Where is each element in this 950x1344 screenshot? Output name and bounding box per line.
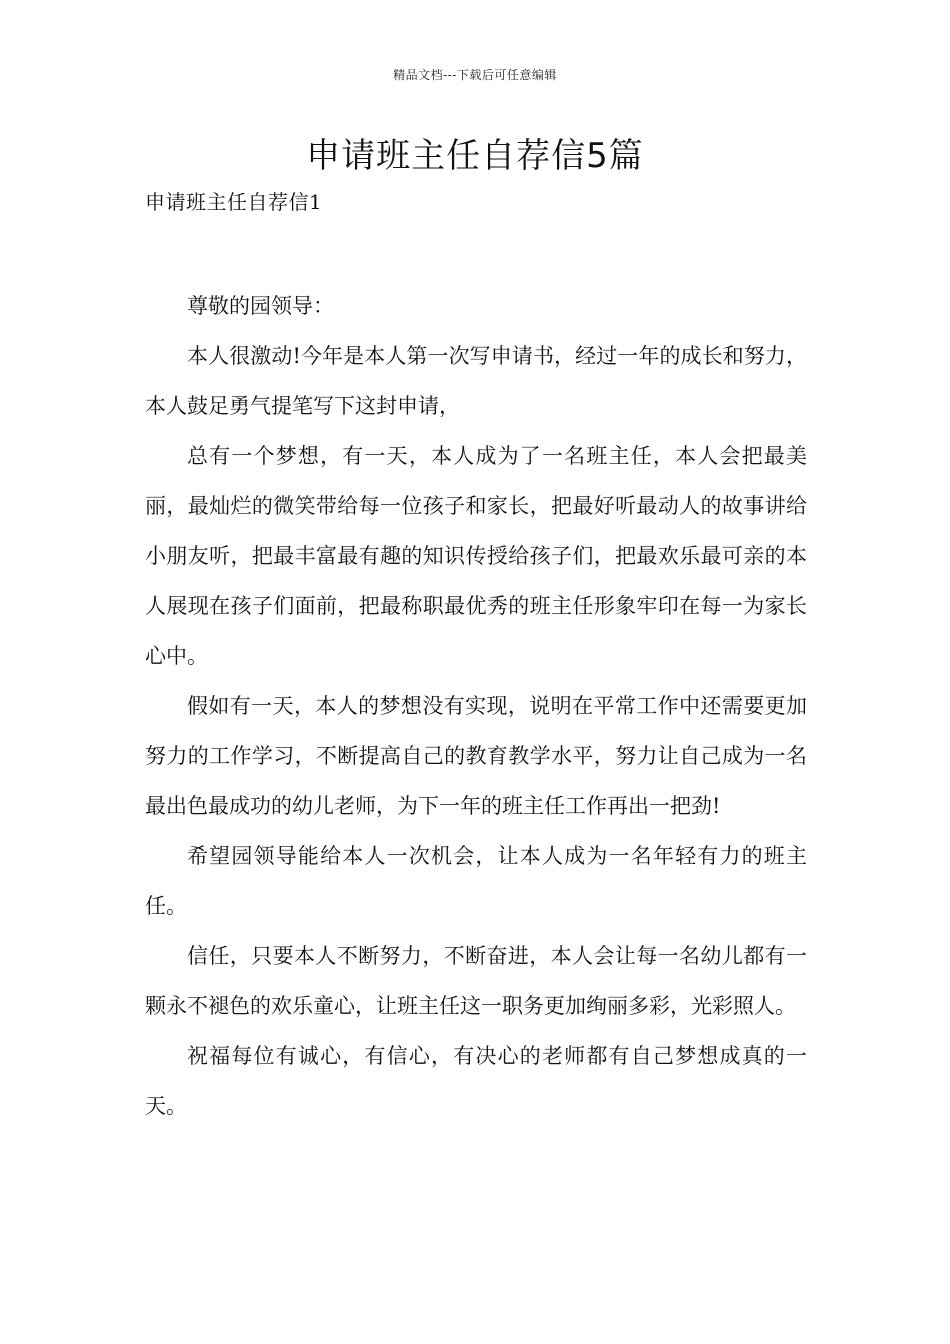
paragraph: 祝福每位有诚心，有信心，有决心的老师都有自己梦想成真的一天。	[145, 1044, 807, 1118]
paragraph: 假如有一天，本人的梦想没有实现，说明在平常工作中还需要更加努力的工作学习，不断提高自己的教育教学水平，努力让自己成为一名最出色最成功的幼儿老师，为下一年的班主任工作再出一把劲!	[145, 694, 807, 818]
paragraph: 本人很激动!今年是本人第一次写申请书，经过一年的成长和努力，本人鼓足勇气提笔写下这封申请，	[145, 344, 807, 418]
section-subtitle: 申请班主任自荐信1	[145, 190, 323, 214]
document-title: 申请班主任自荐信5篇	[306, 136, 644, 176]
paragraph: 希望园领导能给本人一次机会，让本人成为一名年轻有力的班主任。	[145, 844, 807, 918]
letter-body	[145, 281, 807, 1131]
paragraph-salutation: 尊敬的园领导：	[187, 294, 334, 318]
paragraph: 信任，只要本人不断努力，不断奋进，本人会让每一名幼儿都有一颗永不褪色的欢乐童心，让班主任这一职务更加绚丽多彩，光彩照人。	[145, 944, 807, 1018]
header-note: 精品文档---下载后可任意编辑	[393, 68, 557, 82]
paragraph: 总有一个梦想，有一天，本人成为了一名班主任，本人会把最美丽，最灿烂的微笑带给每一位孩子和家长，把最好听最动人的故事讲给小朋友听，把最丰富最有趣的知识传授给孩子们，把最欢乐最可亲的本人展现在孩子们面前，把最称职最优秀的班主任形象牢印在每一为家长心中。	[145, 444, 807, 668]
